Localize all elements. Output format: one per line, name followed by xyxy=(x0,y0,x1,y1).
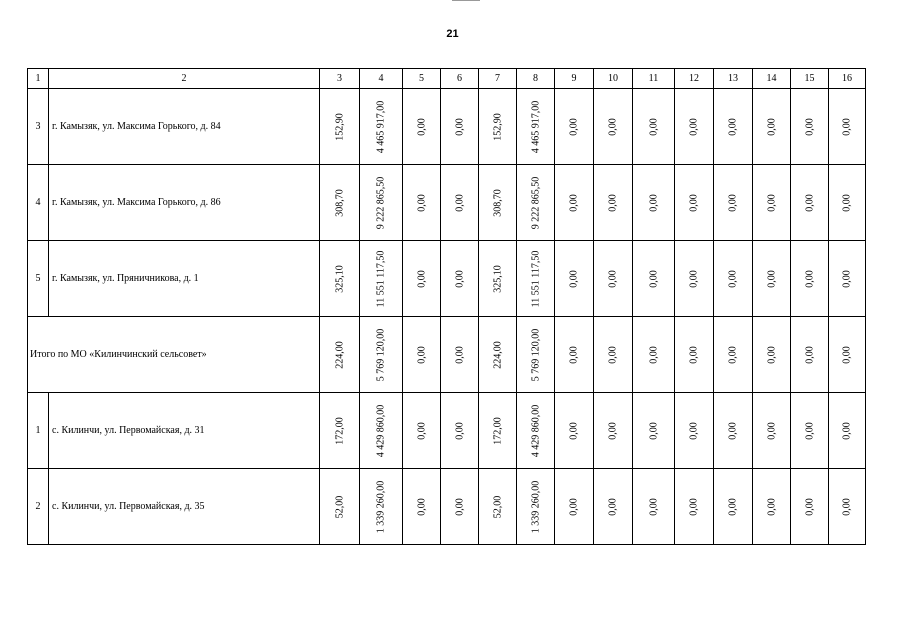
value-text: 5 769 120,00 xyxy=(530,328,541,381)
value-cell xyxy=(403,89,441,165)
value-cell xyxy=(320,241,360,317)
value-cell xyxy=(479,165,517,241)
value-cell xyxy=(555,89,594,165)
value-text: 0,00 xyxy=(804,497,815,516)
value-text: 52,00 xyxy=(492,495,503,518)
value-cell xyxy=(360,165,403,241)
value-text: 0,00 xyxy=(804,193,815,212)
value-text: 4 429 860,00 xyxy=(530,404,541,457)
value-text: 0,00 xyxy=(804,269,815,288)
value-cell xyxy=(791,89,829,165)
value-text: 0,00 xyxy=(607,345,619,364)
value-text: 0,00 xyxy=(688,345,700,364)
value-cell xyxy=(360,89,403,165)
value-cell xyxy=(753,469,791,545)
value-text: 1 339 260,00 xyxy=(530,480,541,533)
value-cell xyxy=(320,165,360,241)
value-text: 0,00 xyxy=(416,345,427,364)
value-text: 0,00 xyxy=(454,269,465,288)
address-cell: с. Килинчи, ул. Первомайская, д. 31 xyxy=(49,393,320,469)
value-cell xyxy=(714,317,753,393)
value-text: 0,00 xyxy=(648,117,659,136)
value-cell xyxy=(675,393,714,469)
value-text: 0,00 xyxy=(727,345,739,364)
value-text: 4 465 917,00 xyxy=(375,100,387,153)
total-label: Итого по МО «Килинчинский сельсовет» xyxy=(28,317,320,393)
value-cell xyxy=(633,89,675,165)
value-cell xyxy=(517,469,555,545)
value-cell xyxy=(791,469,829,545)
value-text: 0,00 xyxy=(454,193,465,212)
value-cell xyxy=(594,89,633,165)
value-cell xyxy=(675,317,714,393)
value-text: 11 551 117,50 xyxy=(375,250,387,307)
value-text: 308,70 xyxy=(334,188,345,217)
value-cell xyxy=(403,165,441,241)
column-header: 3 xyxy=(320,69,360,89)
value-text: 0,00 xyxy=(727,421,739,440)
address-cell: с. Килинчи, ул. Первомайская, д. 35 xyxy=(49,469,320,545)
value-text: 0,00 xyxy=(804,421,815,440)
value-text: 308,70 xyxy=(492,188,503,217)
column-header: 2 xyxy=(49,69,320,89)
value-cell xyxy=(714,393,753,469)
column-header: 14 xyxy=(753,69,791,89)
value-cell xyxy=(829,393,866,469)
value-text: 0,00 xyxy=(841,269,853,288)
value-text: 0,00 xyxy=(727,117,739,136)
row-number: 5 xyxy=(28,241,49,317)
column-header: 6 xyxy=(441,69,479,89)
value-cell xyxy=(517,393,555,469)
value-cell xyxy=(753,317,791,393)
value-cell xyxy=(555,241,594,317)
value-cell xyxy=(675,469,714,545)
column-number-row xyxy=(28,69,866,89)
value-text: 0,00 xyxy=(841,117,853,136)
value-cell xyxy=(555,165,594,241)
value-cell xyxy=(441,89,479,165)
value-text: 0,00 xyxy=(766,269,777,288)
value-text: 0,00 xyxy=(841,193,853,212)
page-top-mark xyxy=(452,0,480,1)
value-text: 0,00 xyxy=(416,193,427,212)
value-cell xyxy=(753,165,791,241)
column-header: 16 xyxy=(829,69,866,89)
value-cell xyxy=(633,317,675,393)
value-text: 0,00 xyxy=(727,497,739,516)
value-text: 0,00 xyxy=(454,345,465,364)
value-text: 0,00 xyxy=(607,421,619,440)
value-cell xyxy=(594,241,633,317)
value-cell xyxy=(791,393,829,469)
value-cell xyxy=(555,317,594,393)
value-text: 4 465 917,00 xyxy=(530,100,541,153)
column-header: 15 xyxy=(791,69,829,89)
value-text: 0,00 xyxy=(804,345,815,364)
value-text: 152,90 xyxy=(492,112,503,141)
value-text: 0,00 xyxy=(454,497,465,516)
value-text: 0,00 xyxy=(454,421,465,440)
value-cell xyxy=(753,241,791,317)
value-text: 325,10 xyxy=(334,264,345,293)
value-text: 0,00 xyxy=(568,117,580,136)
row-number: 2 xyxy=(28,469,49,545)
row-number: 3 xyxy=(28,89,49,165)
value-cell xyxy=(829,317,866,393)
value-text: 152,90 xyxy=(334,112,345,141)
value-text: 172,00 xyxy=(334,416,345,445)
value-cell xyxy=(517,241,555,317)
value-cell xyxy=(555,393,594,469)
value-cell xyxy=(829,165,866,241)
value-cell xyxy=(479,317,517,393)
value-cell xyxy=(714,469,753,545)
value-cell xyxy=(479,469,517,545)
value-cell xyxy=(714,165,753,241)
value-text: 224,00 xyxy=(492,340,503,369)
value-text: 0,00 xyxy=(804,117,815,136)
value-text: 4 429 860,00 xyxy=(375,404,387,457)
value-cell xyxy=(791,317,829,393)
value-text: 0,00 xyxy=(766,345,777,364)
value-text: 0,00 xyxy=(607,193,619,212)
column-header: 4 xyxy=(360,69,403,89)
value-text: 9 222 865,50 xyxy=(375,176,387,229)
column-header: 5 xyxy=(403,69,441,89)
value-text: 0,00 xyxy=(416,269,427,288)
value-text: 11 551 117,50 xyxy=(530,250,541,307)
row-number: 1 xyxy=(28,393,49,469)
value-cell xyxy=(479,89,517,165)
table-row xyxy=(28,393,866,469)
column-header: 12 xyxy=(675,69,714,89)
value-text: 0,00 xyxy=(841,497,853,516)
value-text: 0,00 xyxy=(688,193,700,212)
column-header: 7 xyxy=(479,69,517,89)
value-cell xyxy=(479,241,517,317)
table-row xyxy=(28,469,866,545)
value-cell xyxy=(517,317,555,393)
value-text: 52,00 xyxy=(334,495,345,518)
value-cell xyxy=(555,469,594,545)
page-number: 21 xyxy=(446,28,459,40)
value-cell xyxy=(753,89,791,165)
value-cell xyxy=(829,241,866,317)
column-header: 8 xyxy=(517,69,555,89)
value-text: 0,00 xyxy=(416,117,427,136)
value-cell xyxy=(675,89,714,165)
value-text: 0,00 xyxy=(568,421,580,440)
value-cell xyxy=(633,165,675,241)
value-cell xyxy=(441,393,479,469)
value-cell xyxy=(517,165,555,241)
value-cell xyxy=(320,393,360,469)
value-text: 325,10 xyxy=(492,264,503,293)
value-text: 0,00 xyxy=(766,497,777,516)
column-header: 9 xyxy=(555,69,594,89)
value-cell xyxy=(791,241,829,317)
value-cell xyxy=(441,241,479,317)
value-cell xyxy=(714,241,753,317)
value-cell xyxy=(633,241,675,317)
value-text: 0,00 xyxy=(648,269,659,288)
value-text: 0,00 xyxy=(841,421,853,440)
value-text: 224,00 xyxy=(334,340,345,369)
value-text: 0,00 xyxy=(688,269,700,288)
value-text: 0,00 xyxy=(688,497,700,516)
value-cell xyxy=(360,469,403,545)
value-text: 0,00 xyxy=(454,117,465,136)
value-cell xyxy=(633,469,675,545)
value-cell xyxy=(791,165,829,241)
value-text: 0,00 xyxy=(727,193,739,212)
value-cell xyxy=(403,317,441,393)
value-text: 0,00 xyxy=(766,117,777,136)
value-text: 0,00 xyxy=(648,193,659,212)
table-row xyxy=(28,241,866,317)
value-text: 0,00 xyxy=(648,497,659,516)
table-row xyxy=(28,89,866,165)
value-text: 172,00 xyxy=(492,416,503,445)
column-header: 13 xyxy=(714,69,753,89)
value-text: 0,00 xyxy=(416,497,427,516)
column-header: 10 xyxy=(594,69,633,89)
row-number: 4 xyxy=(28,165,49,241)
value-cell xyxy=(403,469,441,545)
value-cell xyxy=(753,393,791,469)
value-text: 0,00 xyxy=(648,345,659,364)
value-text: 0,00 xyxy=(568,193,580,212)
value-cell xyxy=(675,241,714,317)
value-cell xyxy=(594,317,633,393)
value-cell xyxy=(441,317,479,393)
value-cell xyxy=(675,165,714,241)
column-header: 1 xyxy=(28,69,49,89)
value-cell xyxy=(633,393,675,469)
value-text: 0,00 xyxy=(607,269,619,288)
value-cell xyxy=(360,241,403,317)
value-text: 0,00 xyxy=(766,193,777,212)
value-cell xyxy=(829,469,866,545)
value-text: 0,00 xyxy=(841,345,853,364)
value-text: 0,00 xyxy=(607,497,619,516)
value-cell xyxy=(360,393,403,469)
value-text: 0,00 xyxy=(416,421,427,440)
value-cell xyxy=(320,469,360,545)
total-row xyxy=(28,317,866,393)
address-cell: г. Камызяк, ул. Максима Горького, д. 86 xyxy=(49,165,320,241)
value-text: 0,00 xyxy=(688,117,700,136)
value-cell xyxy=(403,393,441,469)
value-cell xyxy=(594,393,633,469)
value-cell xyxy=(714,89,753,165)
table-row xyxy=(28,165,866,241)
value-cell xyxy=(594,469,633,545)
value-cell xyxy=(517,89,555,165)
value-text: 0,00 xyxy=(727,269,739,288)
data-table xyxy=(27,68,866,545)
value-cell xyxy=(403,241,441,317)
value-cell xyxy=(479,393,517,469)
value-text: 0,00 xyxy=(607,117,619,136)
value-cell xyxy=(594,165,633,241)
table-body xyxy=(28,89,866,545)
value-text: 1 339 260,00 xyxy=(375,480,387,533)
value-text: 0,00 xyxy=(568,497,580,516)
value-cell xyxy=(441,469,479,545)
value-text: 9 222 865,50 xyxy=(530,176,541,229)
value-text: 0,00 xyxy=(568,345,580,364)
value-text: 0,00 xyxy=(568,269,580,288)
value-text: 0,00 xyxy=(688,421,700,440)
value-cell xyxy=(320,89,360,165)
value-cell xyxy=(360,317,403,393)
column-header: 11 xyxy=(633,69,675,89)
value-text: 5 769 120,00 xyxy=(375,328,387,381)
value-cell xyxy=(441,165,479,241)
address-cell: г. Камызяк, ул. Максима Горького, д. 84 xyxy=(49,89,320,165)
address-cell: г. Камызяк, ул. Пряничникова, д. 1 xyxy=(49,241,320,317)
value-text: 0,00 xyxy=(648,421,659,440)
value-text: 0,00 xyxy=(766,421,777,440)
value-cell xyxy=(829,89,866,165)
value-cell xyxy=(320,317,360,393)
